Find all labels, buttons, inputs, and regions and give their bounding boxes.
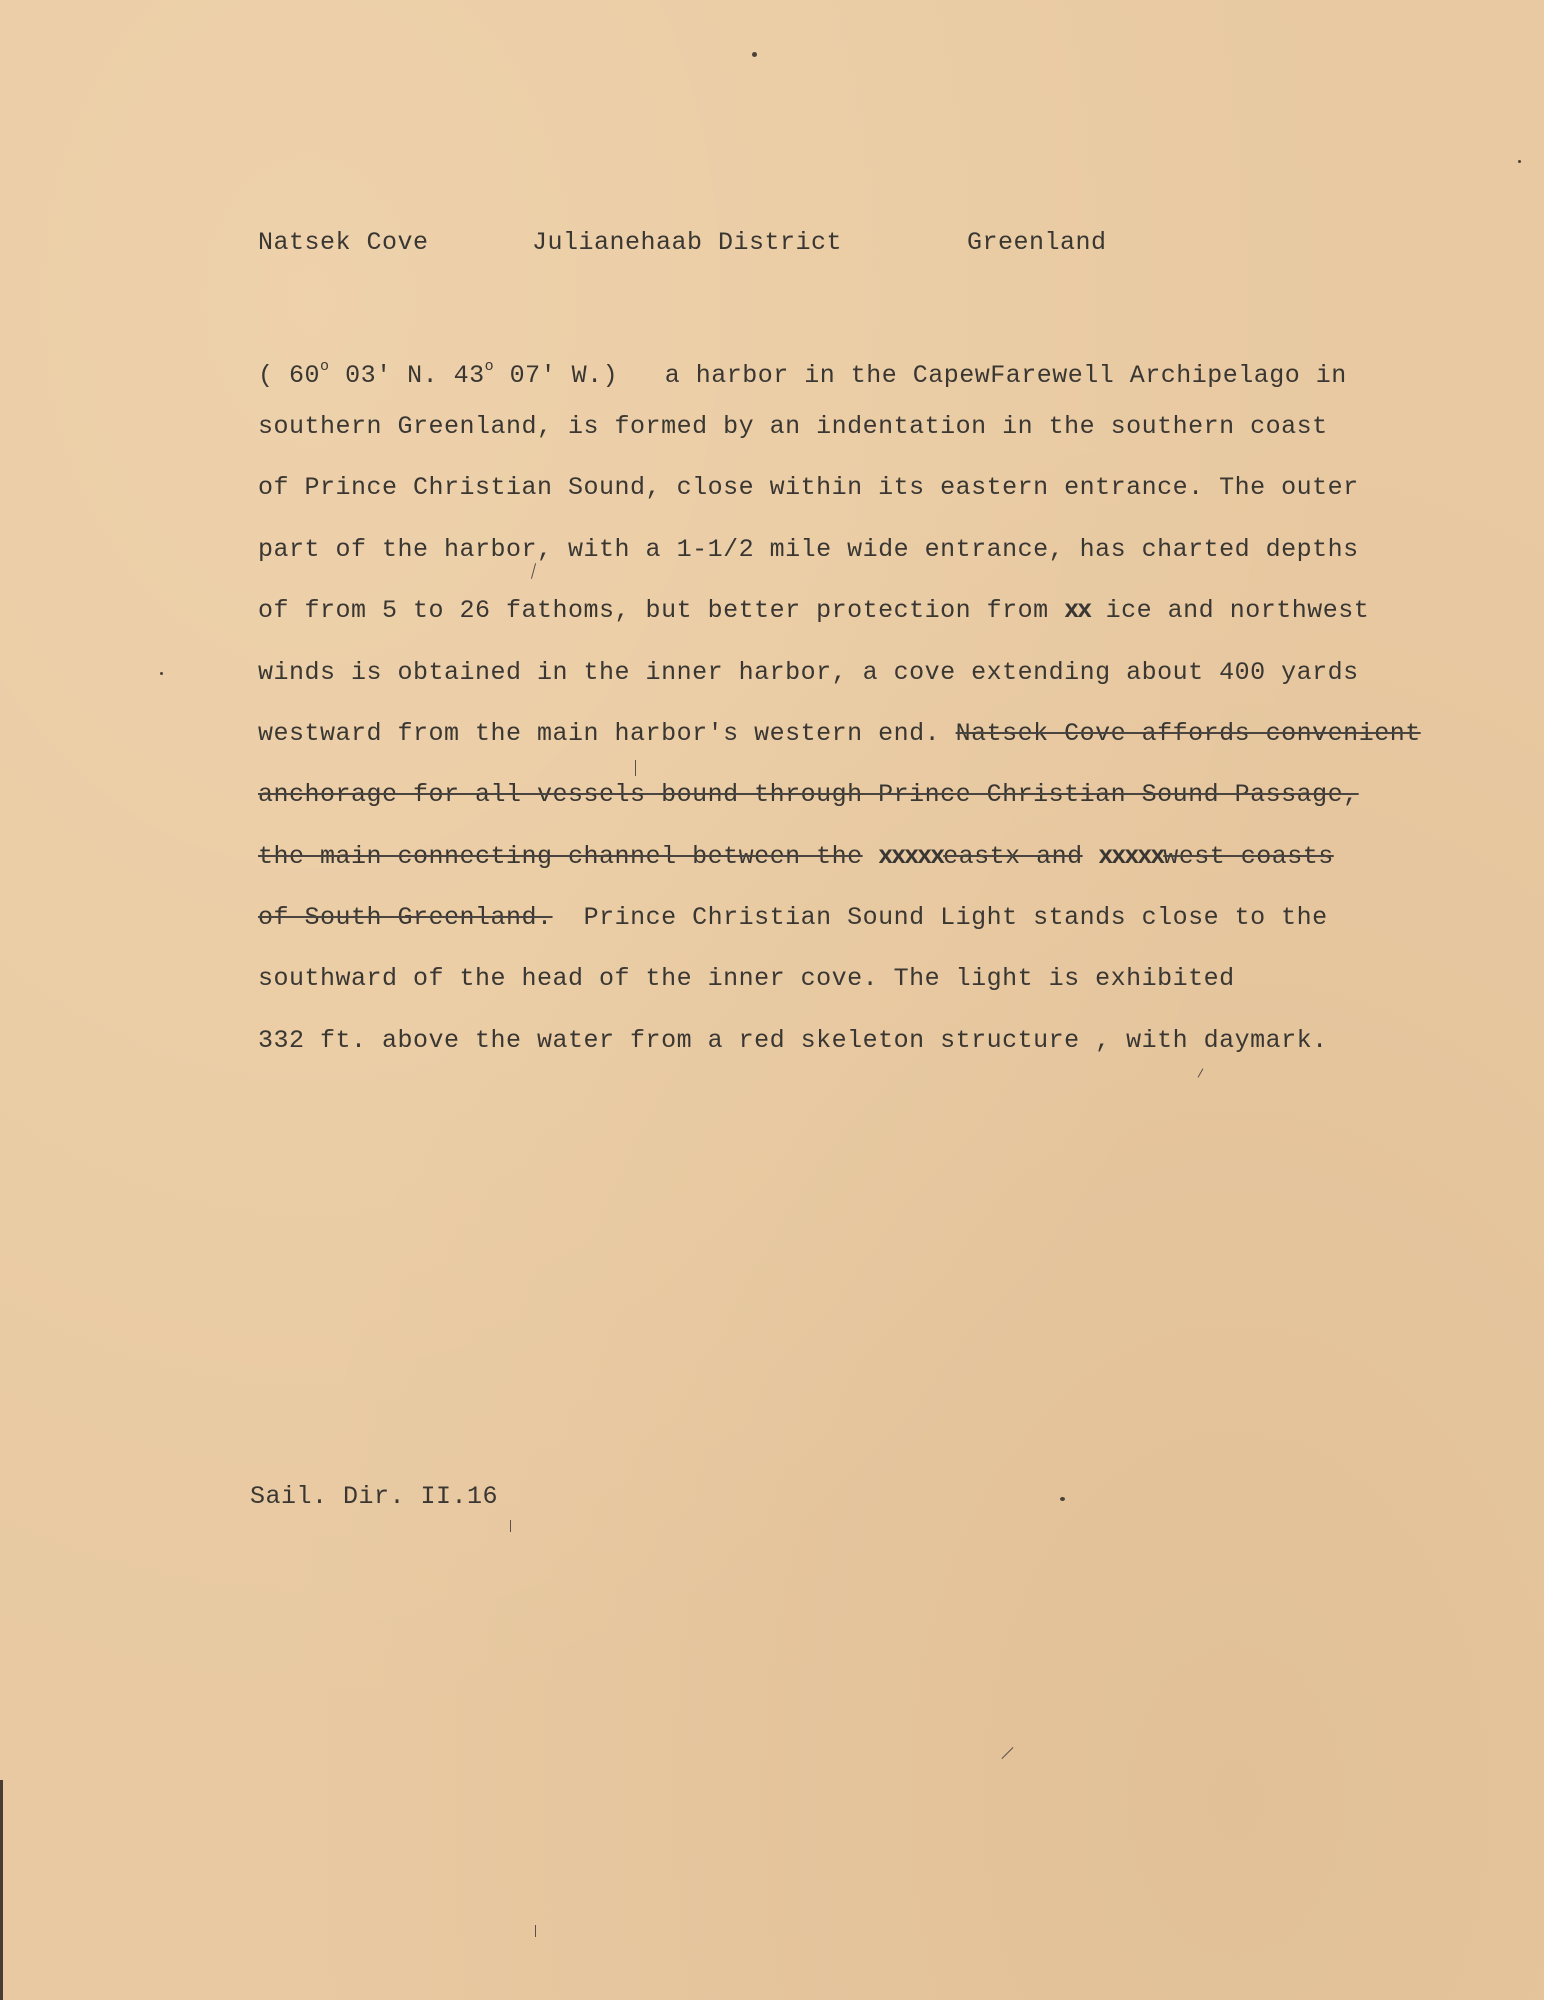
body-line-4: part of the harbor, with a 1-1/2 mile wide entrance, has charted depths xyxy=(258,535,1359,564)
page-edge-shadow xyxy=(0,1780,3,2000)
pencil-mark xyxy=(531,563,536,579)
source-citation: Sail. Dir. II.16 xyxy=(250,1482,499,1511)
struck-text: anchorage for all vessels bound through Prince Christian Sound Passage, xyxy=(258,780,1359,809)
body-line-1 xyxy=(258,352,1347,391)
body-line-11: southward of the head of the inner cove. The light is exhibited xyxy=(258,964,1235,993)
coord-lat-min: 03' N. xyxy=(345,361,439,390)
coord-lon-deg: 43 xyxy=(453,361,485,390)
body-line-7-text: westward from the main harbor's western end. xyxy=(258,719,941,748)
body-line-5 xyxy=(258,596,1369,626)
coord-degree-symbol: o xyxy=(484,358,495,375)
paper-speck xyxy=(160,672,163,675)
coord-lon-min: 07' W.) xyxy=(509,361,619,390)
pencil-mark xyxy=(1001,1747,1013,1759)
paper-speck xyxy=(1518,160,1521,163)
paper-speck xyxy=(1060,1497,1065,1501)
body-line-10 xyxy=(258,903,1328,933)
body-line-6: winds is obtained in the inner harbor, a cove extending about 400 yards xyxy=(258,658,1359,687)
body-line-3: of Prince Christian Sound, close within its eastern entrance. The outer xyxy=(258,473,1359,502)
body-line-5-end: ice and northwest xyxy=(1105,596,1370,625)
struck-text: west coasts xyxy=(1163,842,1334,871)
header-district: Julianehaab District xyxy=(532,228,843,257)
body-line-1-text: a harbor in the CapewFarewell Archipelago in xyxy=(664,361,1347,390)
body-line-10-text: Prince Christian Sound Light stands close to the xyxy=(583,903,1328,932)
coord-lat-deg: 60 xyxy=(289,361,321,390)
body-line-12: 332 ft. above the water from a red skeleton structure , with daymark. xyxy=(258,1026,1328,1055)
body-line-9 xyxy=(258,842,1334,872)
body-line-2: southern Greenland, is formed by an indentation in the southern coast xyxy=(258,412,1328,441)
typed-xout: xxxxx xyxy=(1098,842,1164,871)
struck-text: of South Greenland. xyxy=(258,903,553,932)
pencil-mark xyxy=(535,1925,536,1937)
typed-xout: xxxxx xyxy=(878,842,944,871)
body-line-5-text: of from 5 to 26 fathoms, but better protection from xyxy=(258,596,1049,625)
header-place: Natsek Cove xyxy=(258,228,429,257)
struck-text: eastx and xyxy=(943,842,1083,871)
pencil-mark xyxy=(510,1520,511,1532)
body-line-8 xyxy=(258,780,1359,810)
coord-open: ( xyxy=(258,361,274,390)
paper-speck xyxy=(752,52,757,57)
coord-degree-symbol: o xyxy=(320,358,330,375)
struck-text: the main connecting channel between the xyxy=(258,842,863,871)
body-line-7 xyxy=(258,719,1421,749)
header-country: Greenland xyxy=(967,228,1107,257)
pencil-mark xyxy=(635,760,636,776)
struck-text: Natsek Cove affords convenient xyxy=(955,719,1421,748)
typed-xout: xx xyxy=(1064,596,1091,625)
pencil-mark xyxy=(1198,1068,1204,1077)
